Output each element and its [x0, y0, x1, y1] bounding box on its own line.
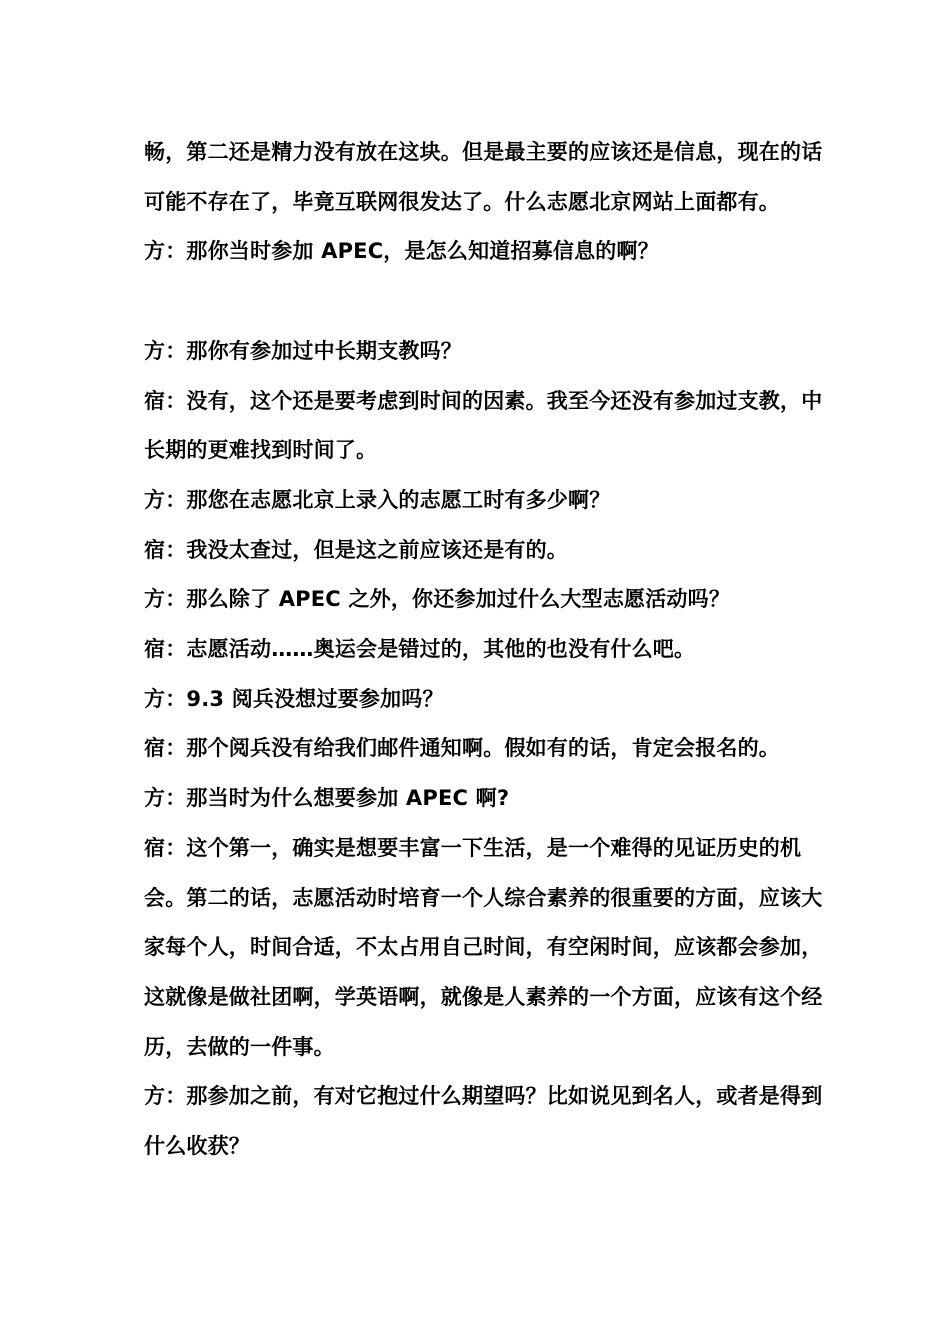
paragraph-answer-parade: 宿：那个阅兵没有给我们邮件通知啊。假如有的话，肯定会报名的。 — [144, 736, 780, 761]
paragraph-answer-teaching: 宿：没有，这个还是要考虑到时间的因素。我至今还没有参加过支教，中长期的更难找到时间了。 — [144, 388, 823, 463]
paragraph-continuation: 畅，第二还是精力没有放在这块。但是最主要的应该还是信息，现在的话可能不存在了，毕竟互联网很发达了。什么志愿北京网站上面都有。 — [144, 140, 823, 214]
paragraph-question-teaching: 方：那你有参加过中长期支教吗？ — [144, 338, 462, 363]
paragraph-question-why-apec: 方：那当时为什么想要参加 APEC 啊? — [144, 786, 510, 811]
paragraph-question-apec-recruitment: 方：那你当时参加 APEC，是怎么知道招募信息的啊？ — [144, 239, 659, 264]
paragraph-answer-hours: 宿：我没太查过，但是这之前应该还是有的。 — [144, 537, 568, 562]
paragraph-question-parade: 方：9.3 阅兵没想过要参加吗？ — [144, 686, 444, 711]
paragraph-question-hours: 方：那您在志愿北京上录入的志愿工时有多少啊？ — [144, 487, 611, 512]
paragraph-question-other-events: 方：那么除了 APEC 之外，你还参加过什么大型志愿活动吗？ — [144, 587, 731, 612]
interview-transcript — [144, 128, 834, 1172]
paragraph-answer-why-apec: 宿：这个第一，确实是想要丰富一下生活，是一个难得的见证历史的机会。第二的话，志愿活动时培育一个人综合素养的很重要的方面，应该大家每个人，时间合适，不太占用自己时间，有空闲时间，应该都会参加，这就像是做社团啊，学英语啊，就像是人素养的一个方面，应该有这个经历，去做的一件事。 — [144, 835, 823, 1059]
paragraph-blank — [144, 277, 834, 327]
paragraph-answer-other-events: 宿：志愿活动……奥运会是错过的，其他的也没有什么吧。 — [144, 637, 696, 662]
paragraph-question-expectations: 方：那参加之前，有对它抱过什么期望吗？比如说见到名人，或者是得到什么收获？ — [144, 1084, 823, 1159]
